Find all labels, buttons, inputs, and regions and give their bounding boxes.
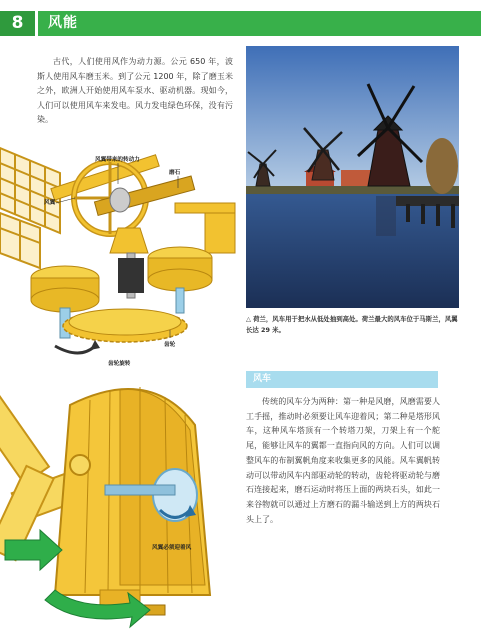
section-title: 风车 bbox=[253, 374, 272, 384]
section-body: 传统的风车分为两种：第一种是风磨，风磨需要人工手摇，推动时必须要让风车迎着风；第二种是塔形风车，这种风车塔顶有一个转塔刀架，刀架上有一个舵尾，能够让风车的翼都一直指向风的方向。人们可以调整风车的布制翼帆角度来收集更多的风能。风车翼帆转动可以带动风车内部驱动轮的转动，齿轮将驱动轮与磨石连接起来，磨石运动时将压上面的两块石头，如此一来谷物就可以通过上方磨石的漏斗输送到上方的两块石头上了。 bbox=[246, 397, 440, 524]
label-gear: 齿轮 bbox=[164, 342, 176, 348]
photo-caption: △ 荷兰，风车用于把水从低处抽到高处。荷兰最大的风车位于马斯兰，风翼长达 29 米。 bbox=[246, 315, 458, 334]
black-spindle bbox=[118, 258, 144, 293]
windmill-photo bbox=[246, 46, 459, 308]
label-millstone: 磨石 bbox=[169, 170, 181, 176]
header-bar bbox=[38, 11, 481, 36]
label-shaft: 风翼带来的转动力 bbox=[95, 157, 140, 163]
section-header-bar bbox=[246, 371, 438, 388]
page-number: 8 bbox=[0, 11, 35, 36]
windmill-cutaway-illustration bbox=[0, 335, 240, 635]
intro-paragraph: 古代，人们使用风作为动力源。公元 650 年，波斯人使用风车磨玉米。到了公元 1200 年，除了磨玉米之外，欧洲人开始使用风车泵水、驱动机器。现如今，人们可以使用风车来发电。风力发电绿色环保，没有污染。 bbox=[37, 57, 233, 125]
sail-lattice bbox=[0, 148, 60, 268]
sail-hub bbox=[70, 455, 90, 475]
label-gear-rotation: 齿轮旋转 bbox=[108, 361, 131, 367]
label-sail: 风翼 bbox=[44, 200, 56, 206]
label-turn-to-wind: 风翼必须迎着风 bbox=[152, 545, 192, 551]
page-title: 风能 bbox=[48, 15, 78, 31]
page-header bbox=[0, 11, 483, 36]
